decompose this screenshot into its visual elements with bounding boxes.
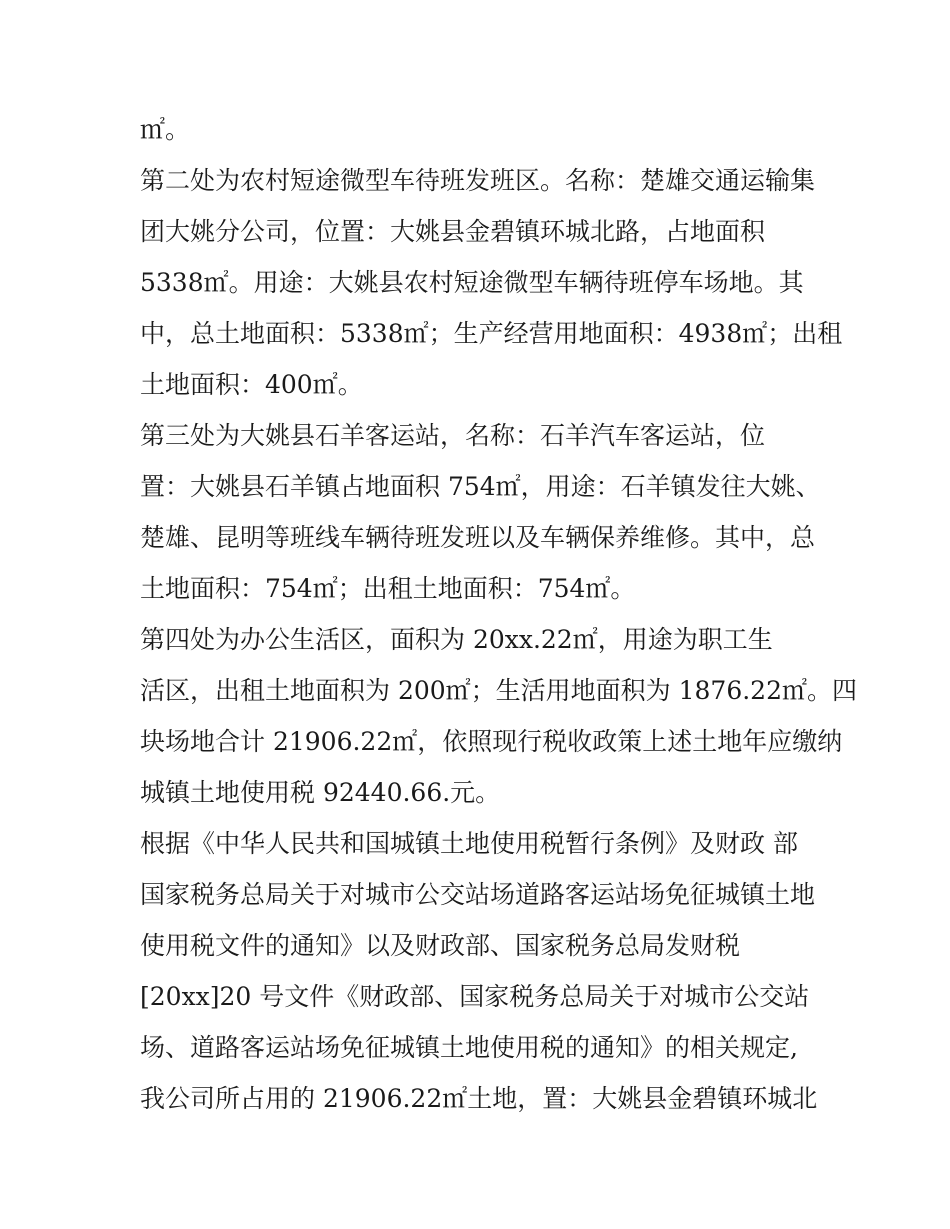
text-line: 活区，出租土地面积为 200㎡；生活用地面积为 1876.22㎡。四 [140,676,857,705]
text-line: 使用税文件的通知》以及财政部、国家税务总局发财税 [140,931,741,960]
text-line: 第三处为大姚县石羊客运站，名称：石羊汽车客运站，位 [140,421,766,450]
text-line: 场、道路客运站场免征城镇土地使用税的通知》的相关规定, [140,1033,798,1062]
text-line: 我公司所占用的 21906.22㎡土地，置：大姚县金碧镇环城北 [140,1084,818,1113]
text-line: 土地面积：754㎡；出租土地面积：754㎡。 [140,574,636,603]
text-line: 块场地合计 21906.22㎡，依照现行税收政策上述土地年应缴纳 [140,727,843,756]
text-line: ㎡。 [140,115,191,144]
text-line: 5338㎡。用途：大姚县农村短途微型车辆待班停车场地。其 [140,268,804,297]
text-line: 根据《中华人民共和国城镇土地使用税暂行条例》及财政 部 [140,829,798,858]
text-line: [20xx]20 号文件《财政部、国家税务总局关于对城市公交站 [140,982,810,1011]
text-line: 第四处为办公生活区，面积为 20xx.22㎡，用途为职工生 [140,625,773,654]
text-line: 城镇土地使用税 92440.66.元。 [140,778,501,807]
text-line: 土地面积：400㎡。 [140,370,363,399]
text-line: 中，总土地面积：5338㎡；生产经营用地面积：4938㎡；出租 [140,319,843,348]
text-line: 置：大姚县石羊镇占地面积 754㎡，用途：石羊镇发往大姚、 [140,472,821,501]
text-line: 团大姚分公司，位置：大姚县金碧镇环城北路，占地面积 [140,217,766,246]
text-line: 国家税务总局关于对城市公交站场道路客运站场免征城镇土地 [140,880,816,909]
body-text [140,104,857,1124]
text-line: 楚雄、昆明等班线车辆待班发班以及车辆保养维修。其中，总 [140,523,816,552]
text-line: 第二处为农村短途微型车待班发班区。名称：楚雄交通运输集 [140,166,816,195]
